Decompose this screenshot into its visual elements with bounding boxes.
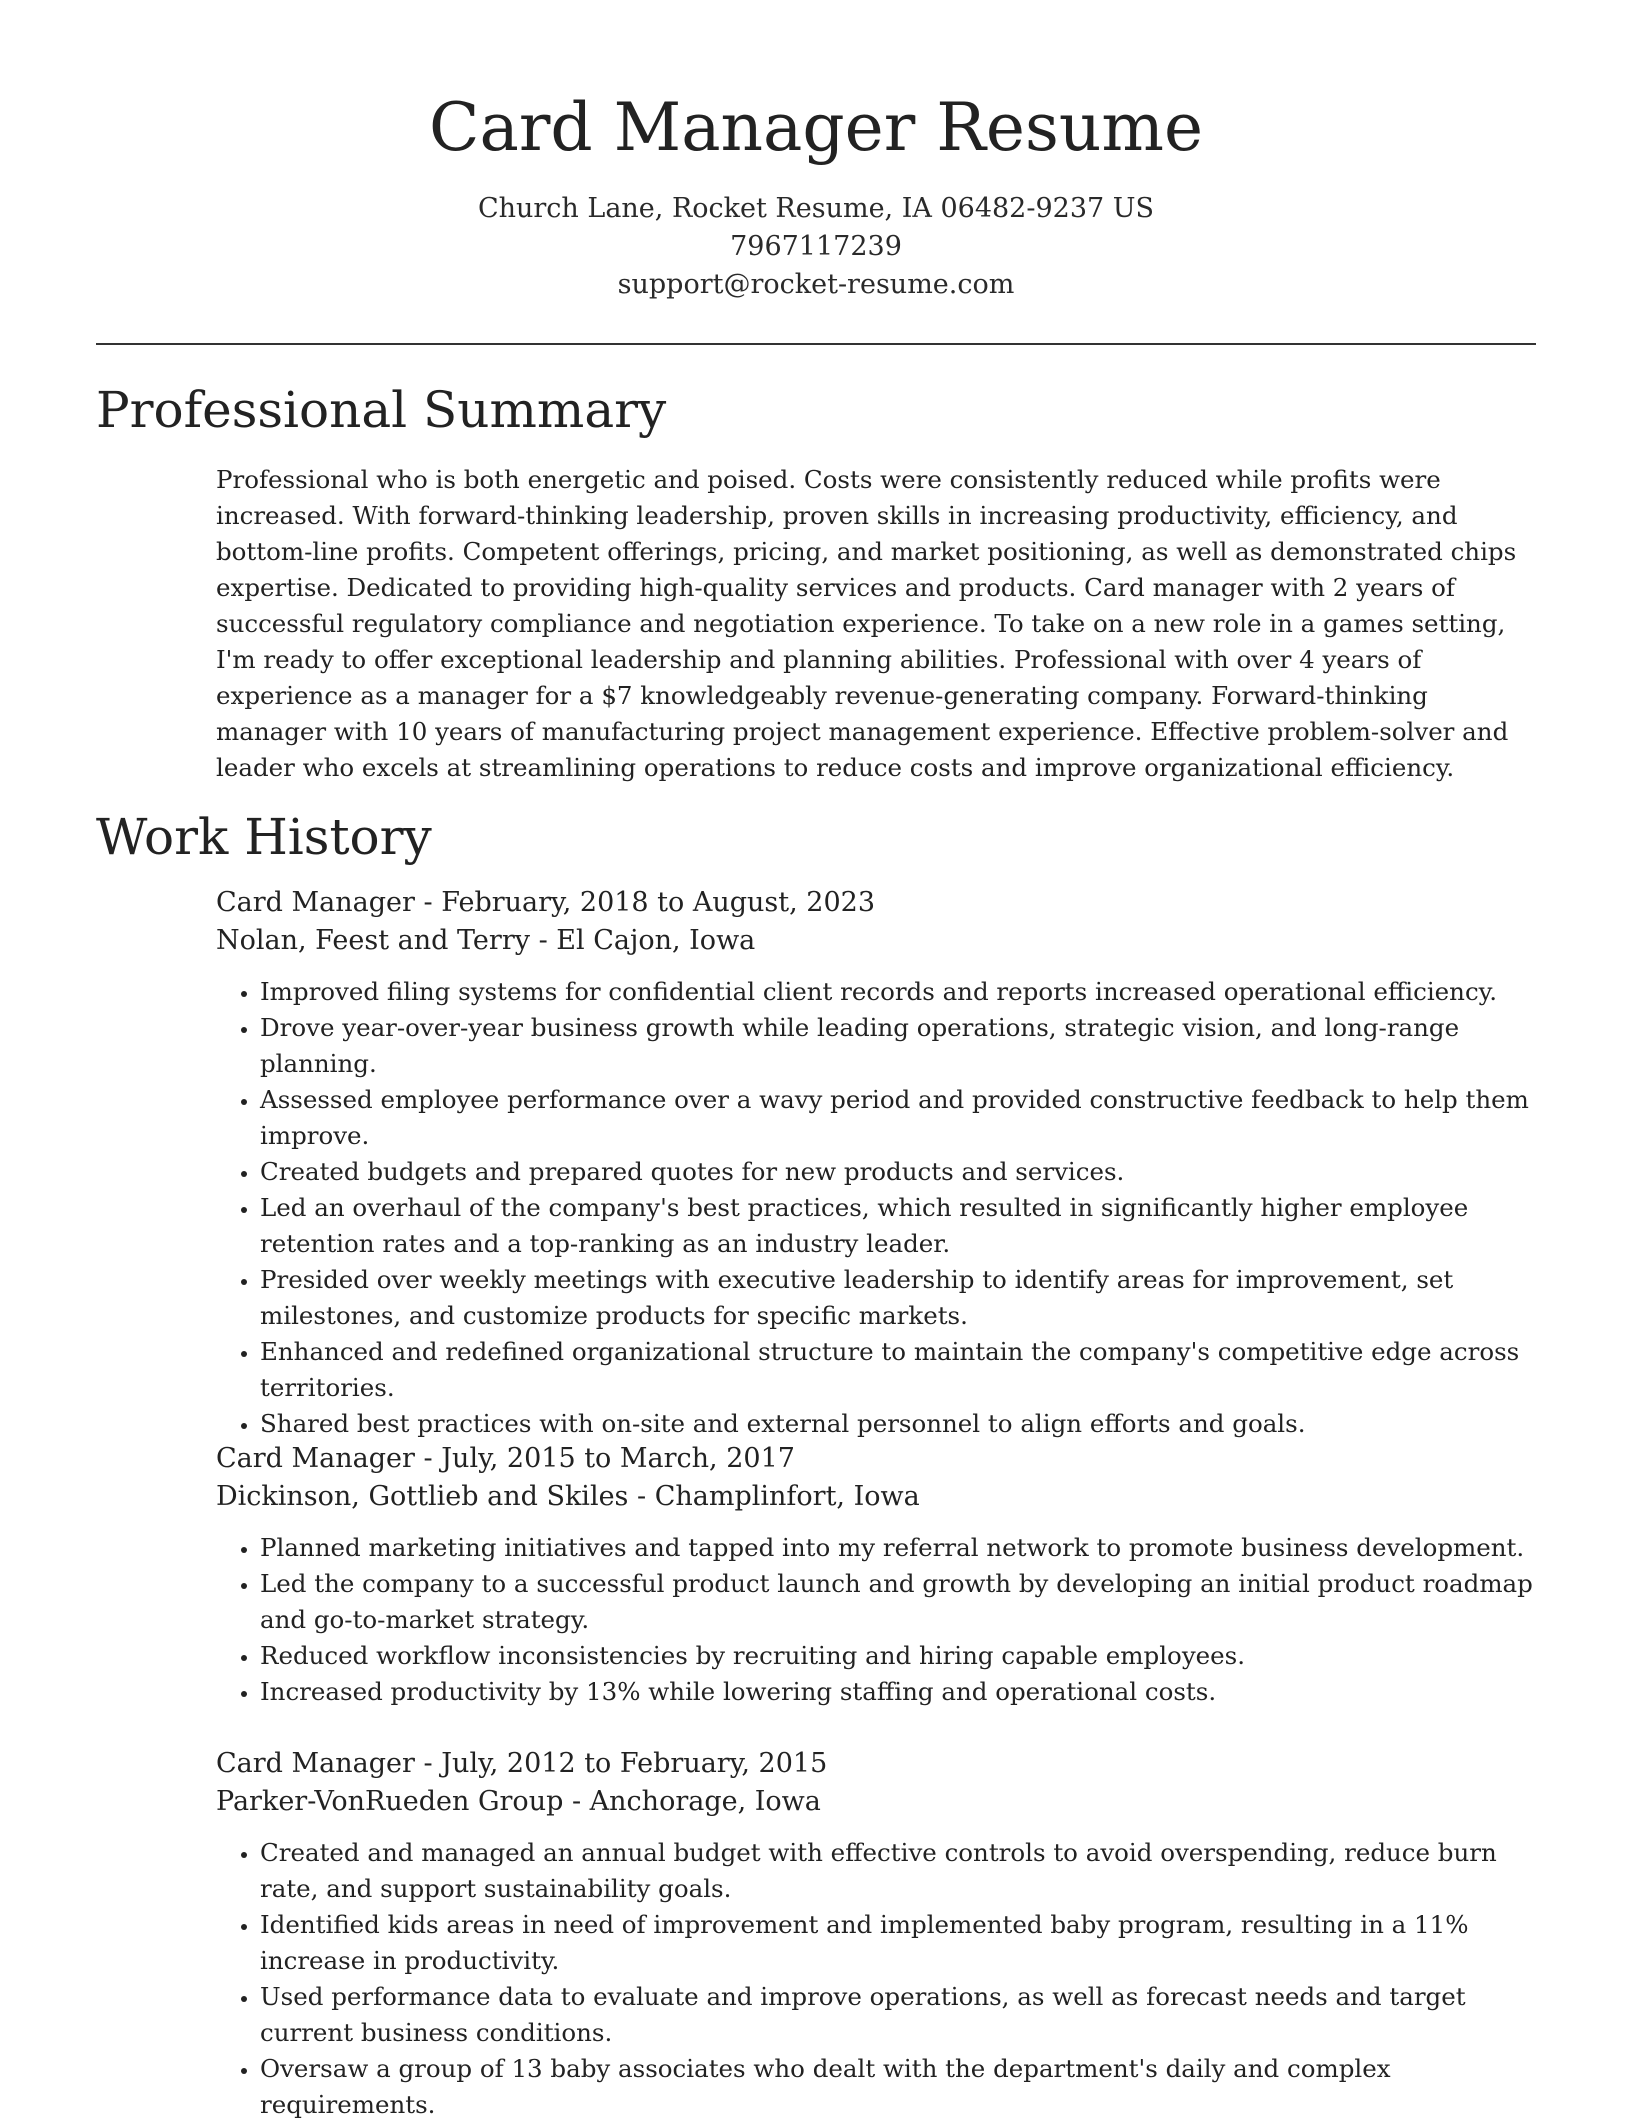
address: Church Lane, Rocket Resume, IA 06482-9237 US [477, 193, 1155, 224]
job-bullet: • Assessed employee performance over a wavy period and provided constructive feedback to help them improve. [260, 1082, 1550, 1154]
job-company-line: Parker-VonRueden Group - Anchorage, Iowa [216, 1786, 821, 1817]
email: support@rocket-resume.com [617, 269, 1015, 300]
job-role: Card Manager [216, 1443, 415, 1474]
job-dates: July, 2012 to February, 2015 [441, 1748, 828, 1779]
phone: 7967117239 [730, 231, 902, 262]
job-bullets [216, 1835, 1550, 2123]
job-title-line: Card Manager - July, 2012 to February, 2015 [216, 1748, 828, 1779]
job-bullet: • Reduced workflow inconsistencies by recruiting and hiring capable employees. [260, 1638, 1550, 1674]
job-bullet: • Enhanced and redefined organizational structure to maintain the company's competitive edge across territories. [260, 1334, 1550, 1406]
job-location: Anchorage, Iowa [589, 1786, 821, 1817]
job-bullets [216, 974, 1550, 1442]
job-bullet: • Created budgets and prepared quotes for new products and services. [260, 1154, 1550, 1190]
job-role: Card Manager [216, 887, 415, 918]
job-entry [216, 884, 1550, 1442]
resume-title: Card Manager Resume [428, 89, 1204, 166]
job-dates: July, 2015 to March, 2017 [441, 1443, 795, 1474]
header-divider [96, 343, 1536, 345]
job-company-line: Dickinson, Gottlieb and Skiles - Champlinfort, Iowa [216, 1481, 920, 1512]
job-company: Dickinson, Gottlieb and Skiles [216, 1481, 629, 1512]
job-role: Card Manager [216, 1748, 415, 1779]
job-entry [216, 1440, 1550, 1710]
job-bullet: • Led the company to a successful product launch and growth by developing an initial product roadmap and go-to-market strategy. [260, 1566, 1550, 1638]
job-title-line: Card Manager - February, 2018 to August, 2023 [216, 887, 876, 918]
job-bullet: • Planned marketing initiatives and tapped into my referral network to promote business development. [260, 1530, 1550, 1566]
job-company: Parker-VonRueden Group [216, 1786, 564, 1817]
job-bullets [216, 1530, 1550, 1710]
job-bullet: • Oversaw a group of 13 baby associates who dealt with the department's daily and complex requirements. [260, 2051, 1550, 2123]
job-company-line: Nolan, Feest and Terry - El Cajon, Iowa [216, 925, 756, 956]
job-bullet: • Created and managed an annual budget with effective controls to avoid overspending, reduce burn rate, and support sustainability goals. [260, 1835, 1550, 1907]
job-title-line: Card Manager - July, 2015 to March, 2017 [216, 1443, 795, 1474]
summary-heading: Professional Summary [96, 381, 667, 439]
job-bullet: • Identified kids areas in need of improvement and implemented baby program, resulting in a 11% increase in productivity. [260, 1907, 1550, 1979]
work-history-heading: Work History [96, 808, 432, 866]
resume-header [0, 0, 1632, 304]
job-company: Nolan, Feest and Terry [216, 925, 530, 956]
summary-text: Professional who is both energetic and poised. Costs were consistently reduced while profits were increased. With forward-thinking leadership, proven skills in increasing productivity, efficiency, and bottom-line profits. Competent offerings, pricing, and market positioning, as well as demonstrated chips expertise. Dedicated to providing high-quality services and products. Card manager with 2 years of successful regulatory compliance and negotiation experience. To take on a new role in a games setting, I'm ready to offer exceptional leadership and planning abilities. Professional with over 4 years of experience as a manager for a $7 knowledgeably revenue-generating company. Forward-thinking manager with 10 years of manufacturing project management experience. Effective problem-solver and leader who excels at streamlining operations to reduce costs and improve organizational efficiency. [216, 465, 1517, 782]
job-bullet: • Led an overhaul of the company's best practices, which resulted in significantly higher employee retention rates and a top-ranking as an industry leader. [260, 1190, 1550, 1262]
job-entry [216, 1745, 1550, 2123]
job-location: Champlinfort, Iowa [654, 1481, 920, 1512]
job-bullet: • Drove year-over-year business growth while leading operations, strategic vision, and long-range planning. [260, 1010, 1550, 1082]
job-bullet: • Used performance data to evaluate and improve operations, as well as forecast needs and target current business conditions. [260, 1979, 1550, 2051]
job-location: El Cajon, Iowa [556, 925, 756, 956]
job-bullet: • Improved filing systems for confidential client records and reports increased operational efficiency. [260, 974, 1550, 1010]
job-bullet: • Presided over weekly meetings with executive leadership to identify areas for improvement, set milestones, and customize products for specific markets. [260, 1262, 1550, 1334]
contact-info [0, 190, 1632, 304]
job-dates: February, 2018 to August, 2023 [441, 887, 876, 918]
job-bullet: • Increased productivity by 13% while lowering staffing and operational costs. [260, 1674, 1550, 1710]
job-bullet: • Shared best practices with on-site and external personnel to align efforts and goals. [260, 1406, 1550, 1442]
